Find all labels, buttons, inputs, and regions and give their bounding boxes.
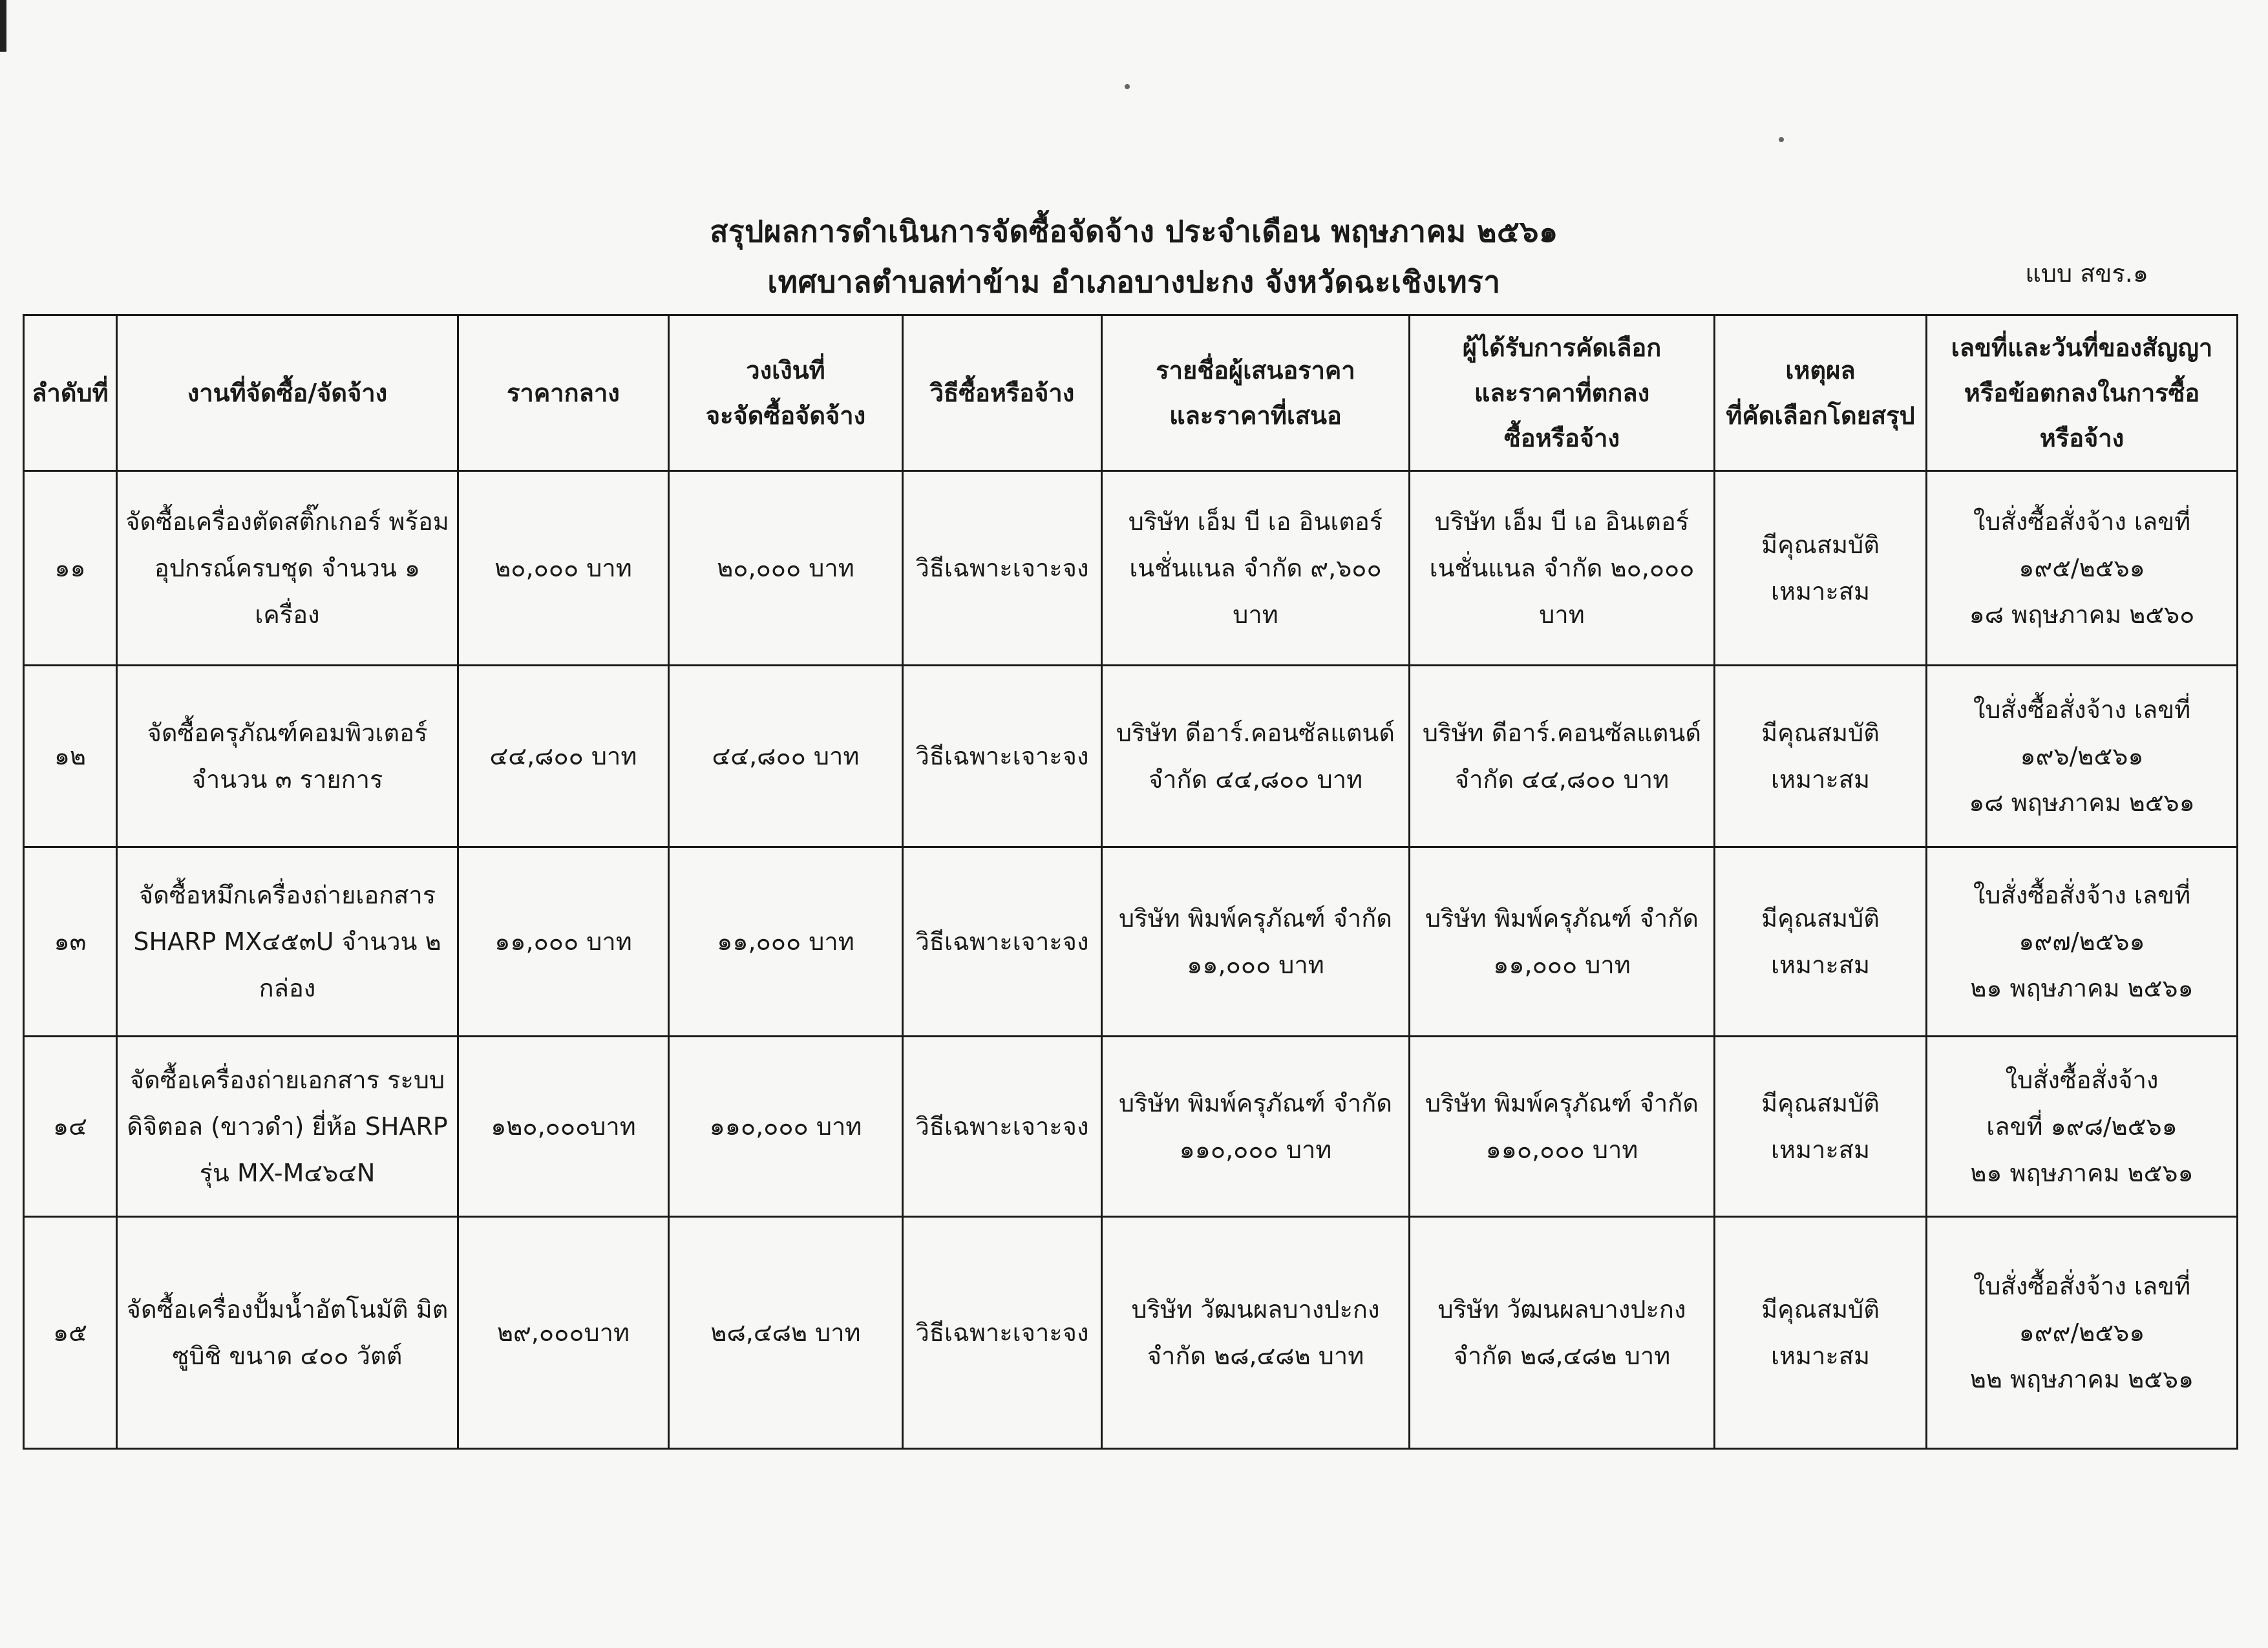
cell-reason: มีคุณสมบัติ เหมาะสม [1715,1217,1927,1449]
cell-budget: ๒๘,๔๘๒ บาท [669,1217,903,1449]
cell-bidders: บริษัท เอ็ม บี เอ อินเตอร์ เนชั่นแนล จำกัด ๙,๖๐๐ บาท [1102,471,1410,666]
cell-contract: ใบสั่งซื้อสั่งจ้าง เลขที่ ๑๙๙/๒๕๖๑ ๒๒ พฤษภาคม ๒๕๖๑ [1927,1217,2238,1449]
cell-contract: ใบสั่งซื้อสั่งจ้าง เลขที่ ๑๙๘/๒๕๖๑ ๒๑ พฤษภาคม ๒๕๖๑ [1927,1037,2238,1217]
cell-median-price: ๑๑,๐๐๐ บาท [458,847,669,1037]
cell-reason: มีคุณสมบัติ เหมาะสม [1715,471,1927,666]
table-row [24,666,2238,847]
table-header-row [24,315,2238,471]
cell-selected: บริษัท พิมพ์ครุภัณฑ์ จำกัด ๑๑๐,๐๐๐ บาท [1410,1037,1715,1217]
cell-median-price: ๔๔,๘๐๐ บาท [458,666,669,847]
cell-budget: ๒๐,๐๐๐ บาท [669,471,903,666]
cell-no: ๑๓ [24,847,117,1037]
cell-item: จัดซื้อเครื่องปั้มน้ำอัตโนมัติ มิต ซูบิชิ ขนาด ๔๐๐ วัตต์ [117,1217,458,1449]
scan-speck [1125,84,1130,89]
col-header-reason: เหตุผล ที่คัดเลือกโดยสรุป [1715,315,1927,471]
cell-reason: มีคุณสมบัติ เหมาะสม [1715,1037,1927,1217]
page-subtitle: เทศบาลตำบลท่าข้าม อำเภอบางปะกง จังหวัดฉะเชิงเทรา [767,264,1501,299]
col-header-median-price: ราคากลาง [458,315,669,471]
col-header-no: ลำดับที่ [24,315,117,471]
table-row [24,1037,2238,1217]
cell-budget: ๑๑๐,๐๐๐ บาท [669,1037,903,1217]
col-header-budget: วงเงินที่ จะจัดซื้อจัดจ้าง [669,315,903,471]
scan-speck [1779,137,1784,142]
table-row [24,471,2238,666]
col-header-selected: ผู้ได้รับการคัดเลือก และราคาที่ตกลง ซื้อหรือจ้าง [1410,315,1715,471]
cell-budget: ๑๑,๐๐๐ บาท [669,847,903,1037]
form-code: แบบ สขร.๑ [2025,259,2148,288]
cell-method: วิธีเฉพาะเจาะจง [903,666,1102,847]
col-header-contract: เลขที่และวันที่ของสัญญา หรือข้อตกลงในการซื้อ หรือจ้าง [1927,315,2238,471]
cell-contract: ใบสั่งซื้อสั่งจ้าง เลขที่ ๑๙๗/๒๕๖๑ ๒๑ พฤษภาคม ๒๕๖๑ [1927,847,2238,1037]
cell-no: ๑๑ [24,471,117,666]
cell-reason: มีคุณสมบัติ เหมาะสม [1715,666,1927,847]
table-row [24,1217,2238,1449]
cell-budget: ๔๔,๘๐๐ บาท [669,666,903,847]
cell-selected: บริษัท ดีอาร์.คอนซัลแตนด์ จำกัด ๔๔,๘๐๐ บาท [1410,666,1715,847]
cell-item: จัดซื้อเครื่องถ่ายเอกสาร ระบบ ดิจิตอล (ขาวดำ) ยี่ห้อ SHARP รุ่น MX-M๔๖๔N [117,1037,458,1217]
cell-bidders: บริษัท วัฒนผลบางปะกง จำกัด ๒๘,๔๘๒ บาท [1102,1217,1410,1449]
cell-bidders: บริษัท พิมพ์ครุภัณฑ์ จำกัด ๑๑,๐๐๐ บาท [1102,847,1410,1037]
cell-no: ๑๔ [24,1037,117,1217]
cell-method: วิธีเฉพาะเจาะจง [903,471,1102,666]
scan-edge-mark [0,0,6,52]
table-row [24,847,2238,1037]
procurement-table [23,314,2238,1450]
cell-selected: บริษัท วัฒนผลบางปะกง จำกัด ๒๘,๔๘๒ บาท [1410,1217,1715,1449]
cell-selected: บริษัท พิมพ์ครุภัณฑ์ จำกัด ๑๑,๐๐๐ บาท [1410,847,1715,1037]
cell-no: ๑๕ [24,1217,117,1449]
cell-bidders: บริษัท ดีอาร์.คอนซัลแตนด์ จำกัด ๔๔,๘๐๐ บาท [1102,666,1410,847]
cell-median-price: ๒๐,๐๐๐ บาท [458,471,669,666]
cell-item: จัดซื้อครุภัณฑ์คอมพิวเตอร์ จำนวน ๓ รายการ [117,666,458,847]
cell-median-price: ๑๒๐,๐๐๐บาท [458,1037,669,1217]
col-header-bidders: รายชื่อผู้เสนอราคา และราคาที่เสนอ [1102,315,1410,471]
cell-selected: บริษัท เอ็ม บี เอ อินเตอร์ เนชั่นแนล จำกัด ๒๐,๐๐๐ บาท [1410,471,1715,666]
cell-no: ๑๒ [24,666,117,847]
col-header-item: งานที่จัดซื้อ/จัดจ้าง [117,315,458,471]
cell-method: วิธีเฉพาะเจาะจง [903,1037,1102,1217]
cell-item: จัดซื้อเครื่องตัดสติ๊กเกอร์ พร้อม อุปกรณ์ครบชุด จำนวน ๑ เครื่อง [117,471,458,666]
cell-reason: มีคุณสมบัติ เหมาะสม [1715,847,1927,1037]
cell-contract: ใบสั่งซื้อสั่งจ้าง เลขที่ ๑๙๖/๒๕๖๑ ๑๘ พฤษภาคม ๒๕๖๑ [1927,666,2238,847]
cell-item: จัดซื้อหมึกเครื่องถ่ายเอกสาร SHARP MX๔๕๓U จำนวน ๒ กล่อง [117,847,458,1037]
cell-method: วิธีเฉพาะเจาะจง [903,847,1102,1037]
col-header-method: วิธีซื้อหรือจ้าง [903,315,1102,471]
cell-median-price: ๒๙,๐๐๐บาท [458,1217,669,1449]
page-title: สรุปผลการดำเนินการจัดซื้อจัดจ้าง ประจำเดือน พฤษภาคม ๒๕๖๑ [710,214,1558,249]
cell-bidders: บริษัท พิมพ์ครุภัณฑ์ จำกัด ๑๑๐,๐๐๐ บาท [1102,1037,1410,1217]
cell-contract: ใบสั่งซื้อสั่งจ้าง เลขที่ ๑๙๕/๒๕๖๑ ๑๘ พฤษภาคม ๒๕๖๐ [1927,471,2238,666]
cell-method: วิธีเฉพาะเจาะจง [903,1217,1102,1449]
